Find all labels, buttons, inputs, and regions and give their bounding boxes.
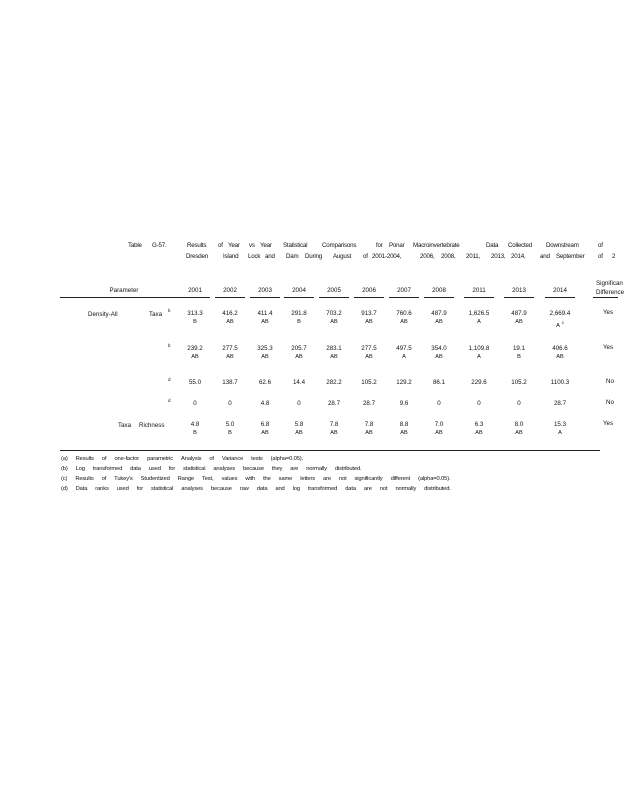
cell-group-letter: AB bbox=[556, 354, 564, 360]
footnote-word: are bbox=[290, 466, 299, 472]
footnote bbox=[61, 466, 370, 472]
column-header-year: 2005 bbox=[327, 287, 341, 294]
cell-group-letter: AB bbox=[261, 354, 269, 360]
caption-word: Collected bbox=[508, 242, 532, 249]
caption-word: 2008, bbox=[441, 253, 456, 260]
column-header-year: 2004 bbox=[292, 287, 306, 294]
cell-value: 6.8 bbox=[260, 421, 270, 428]
footnote-word: the bbox=[263, 476, 271, 482]
table-cell bbox=[396, 309, 411, 327]
cell-value: 5.8 bbox=[294, 421, 304, 428]
cell-value: 277.5 bbox=[222, 345, 238, 352]
cell-value: 487.9 bbox=[511, 310, 527, 317]
table-cell bbox=[400, 399, 409, 408]
footnote-word: because bbox=[243, 466, 264, 472]
footnote-word: for bbox=[136, 486, 144, 492]
cell-group-letter: B bbox=[193, 430, 197, 436]
header-rule-year bbox=[250, 297, 280, 298]
footnote-word: for bbox=[168, 466, 176, 472]
footnote-word: statistical bbox=[183, 466, 206, 472]
cell-group-letter: B bbox=[228, 430, 232, 436]
table-cell bbox=[477, 399, 480, 408]
column-header-parameter: Parameter bbox=[109, 287, 139, 294]
header-rule-year bbox=[354, 297, 384, 298]
sig-header-line1: Significan bbox=[596, 280, 623, 287]
footnote-word: transformed bbox=[92, 466, 123, 472]
cell-value: 0 bbox=[228, 400, 232, 407]
footnote-word: Log bbox=[75, 466, 85, 472]
table-cell bbox=[326, 378, 341, 387]
caption-word: Island bbox=[223, 253, 239, 260]
footnote-word: with bbox=[245, 476, 256, 482]
cell-value: 1100.3 bbox=[550, 379, 570, 386]
table-cell bbox=[513, 344, 525, 362]
footnote-word: normally bbox=[395, 486, 417, 492]
cell-group-letter: AB bbox=[475, 430, 483, 436]
caption-word: Dresden bbox=[186, 253, 208, 260]
caption-word: During bbox=[305, 253, 323, 260]
table-cell bbox=[400, 420, 409, 438]
cell-group-letter: AB bbox=[261, 430, 269, 436]
footnote-word: not bbox=[338, 476, 347, 482]
cell-group-letter: A bbox=[477, 319, 481, 325]
cell-value: 4.8 bbox=[260, 400, 270, 407]
caption-word: Lock bbox=[248, 253, 261, 260]
cell-group-letter: AB bbox=[400, 430, 408, 436]
footnote-word: Analysis bbox=[180, 456, 202, 462]
footnote-word: Test, bbox=[201, 476, 214, 482]
cell-group-letter: AB bbox=[330, 430, 338, 436]
column-header-year: 2014 bbox=[553, 287, 567, 294]
cell-value: 7.0 bbox=[434, 421, 444, 428]
table-cell bbox=[552, 344, 567, 362]
cell-value: 5.0 bbox=[225, 421, 235, 428]
footnote-word: Tukey's bbox=[114, 476, 133, 482]
cell-value: 1,109.8 bbox=[468, 345, 490, 352]
header-rule-year bbox=[215, 297, 245, 298]
cell-group-letter: AB bbox=[261, 319, 269, 325]
cell-group-letter: B bbox=[193, 319, 197, 325]
footnote-word: different bbox=[390, 476, 411, 482]
table-cell bbox=[328, 399, 340, 408]
row-significance: Yes bbox=[603, 309, 614, 316]
row-footnote-marker: b bbox=[168, 308, 171, 313]
cell-group-letter: AB bbox=[400, 319, 408, 325]
cell-group-letter: AB bbox=[435, 319, 443, 325]
cell-group-letter: AB bbox=[435, 354, 443, 360]
cell-value: 760.6 bbox=[396, 310, 412, 317]
cell-group-letter: AB bbox=[365, 430, 373, 436]
footnote-word: significantly bbox=[354, 476, 383, 482]
table-bottom-rule bbox=[60, 450, 600, 451]
cell-value: 0 bbox=[477, 400, 481, 407]
table-cell bbox=[330, 420, 339, 438]
cell-value: 0 bbox=[193, 400, 197, 407]
cell-value: 105.2 bbox=[511, 379, 527, 386]
table-cell bbox=[361, 309, 376, 327]
cell-group-letter: A bbox=[402, 354, 406, 360]
column-header-year: 2013 bbox=[512, 287, 526, 294]
row-significance: Yes bbox=[603, 420, 614, 427]
row-parameter-label: Taxa bbox=[149, 311, 163, 318]
column-header-year: 2002 bbox=[223, 287, 237, 294]
table-cell bbox=[295, 420, 304, 438]
table-cell bbox=[511, 378, 526, 387]
caption-word: G-57. bbox=[152, 242, 167, 249]
cell-value: 62.6 bbox=[258, 379, 272, 386]
footnote-word: values bbox=[221, 476, 238, 482]
header-rule-year bbox=[319, 297, 349, 298]
cell-value: 205.7 bbox=[291, 345, 307, 352]
caption-word: 2006, bbox=[420, 253, 435, 260]
cell-value: 239.2 bbox=[187, 345, 203, 352]
cell-value: 8.0 bbox=[514, 421, 524, 428]
table-cell bbox=[257, 309, 272, 327]
table-cell bbox=[261, 420, 270, 438]
cell-group-letter: AB bbox=[226, 319, 234, 325]
caption-word: and bbox=[265, 253, 275, 260]
footnote-word: ranks bbox=[95, 486, 109, 492]
caption-word: 2014, bbox=[511, 253, 526, 260]
caption-word: of bbox=[218, 242, 223, 249]
column-header-year: 2006 bbox=[362, 287, 376, 294]
caption-word: Results bbox=[187, 242, 207, 249]
caption-word: August bbox=[333, 253, 352, 260]
cell-value: 7.8 bbox=[364, 421, 374, 428]
table-cell bbox=[363, 399, 375, 408]
footnote-word: Range bbox=[177, 476, 194, 482]
cell-value: 913.7 bbox=[361, 310, 377, 317]
table-cell bbox=[222, 378, 237, 387]
table-cell bbox=[259, 378, 271, 387]
table-cell bbox=[517, 399, 520, 408]
table-cell bbox=[222, 309, 237, 327]
footnote-word: raw bbox=[239, 486, 249, 492]
header-rule-parameter bbox=[60, 297, 188, 298]
cell-value: 354.0 bbox=[431, 345, 447, 352]
cell-group-letter: B bbox=[517, 354, 521, 360]
footnote-word: letters bbox=[300, 476, 315, 482]
cell-value: 487.9 bbox=[431, 310, 447, 317]
cell-value: 4.8 bbox=[190, 421, 200, 428]
sig-header-line2: Difference bbox=[596, 289, 624, 296]
footnote-word: (c) bbox=[61, 476, 68, 482]
footnote-word: used bbox=[148, 466, 161, 472]
header-rule-year bbox=[180, 297, 210, 298]
footnote-word: data bbox=[130, 466, 141, 472]
caption-word: Year bbox=[228, 242, 240, 249]
footnote-word: (alpha=0.05). bbox=[418, 476, 451, 482]
column-header-year: 2007 bbox=[397, 287, 411, 294]
cell-group-letter: AB bbox=[515, 319, 523, 325]
cell-value: 7.8 bbox=[329, 421, 339, 428]
footnote-word: (alpha=0.05). bbox=[270, 456, 304, 462]
row-footnote-marker: d bbox=[168, 398, 171, 403]
row-parameter-label: Density-All bbox=[88, 311, 118, 318]
cell-value: 282.2 bbox=[326, 379, 342, 386]
footnote-word: statistical bbox=[151, 486, 174, 492]
header-rule-year bbox=[464, 297, 494, 298]
table-cell bbox=[471, 378, 486, 387]
group-footnote-marker: c bbox=[561, 320, 564, 325]
footnote-word: Data bbox=[75, 486, 88, 492]
table-cell bbox=[475, 420, 484, 438]
footnote-word: (d) bbox=[61, 486, 68, 492]
cell-value: 15.3 bbox=[553, 421, 567, 428]
footnote-word: log bbox=[292, 486, 300, 492]
footnote-word: are bbox=[363, 486, 372, 492]
table-cell bbox=[293, 378, 305, 387]
footnote-word: data bbox=[256, 486, 268, 492]
caption-word: 2013, bbox=[491, 253, 506, 260]
caption-word: September bbox=[556, 253, 585, 260]
caption-word: for bbox=[376, 242, 383, 249]
cell-value: 703.2 bbox=[326, 310, 342, 317]
cell-group-letter: A bbox=[558, 430, 562, 436]
footnote-word: data bbox=[345, 486, 356, 492]
cell-value: 291.8 bbox=[291, 310, 307, 317]
cell-value: 105.2 bbox=[361, 379, 377, 386]
table-cell bbox=[187, 344, 202, 362]
footnote-word: are bbox=[323, 476, 331, 482]
cell-value: 0 bbox=[517, 400, 521, 407]
footnote-word: of bbox=[101, 456, 107, 462]
column-header-significance bbox=[596, 279, 624, 297]
table-cell bbox=[228, 399, 231, 408]
cell-value: 416.2 bbox=[222, 310, 238, 317]
caption-word: Downstream bbox=[546, 242, 579, 249]
table-cell bbox=[297, 399, 300, 408]
table-caption bbox=[0, 242, 618, 264]
table-cell bbox=[469, 344, 490, 362]
table-cell bbox=[226, 420, 235, 438]
cell-value: 8.8 bbox=[399, 421, 409, 428]
footnote-word: analyses bbox=[213, 466, 236, 472]
table-cell bbox=[361, 344, 376, 362]
table-cell bbox=[396, 344, 411, 362]
footnote-word: analyses bbox=[181, 486, 203, 492]
footnote-word: Results bbox=[75, 476, 94, 482]
table-cell bbox=[554, 420, 566, 438]
caption-word: Statistical bbox=[283, 242, 308, 249]
cell-group-letter: AB bbox=[226, 354, 234, 360]
table-cell bbox=[431, 309, 446, 327]
table-cell bbox=[433, 378, 445, 387]
caption-word: Macroinvertebrate bbox=[413, 242, 460, 249]
caption-word: Comparisons bbox=[322, 242, 357, 249]
row-footnote-marker: d bbox=[168, 377, 171, 382]
caption-word: 2011, bbox=[466, 253, 481, 260]
footnote-word: distributed. bbox=[334, 466, 362, 472]
table-cell bbox=[469, 309, 490, 327]
cell-value: 406.6 bbox=[552, 345, 568, 352]
caption-word: Ponar bbox=[389, 242, 405, 249]
caption-word: Dam bbox=[286, 253, 299, 260]
table-cell bbox=[187, 309, 202, 327]
cell-value: 55.0 bbox=[188, 379, 202, 386]
cell-group-letter: AB bbox=[365, 319, 373, 325]
footnote-word: used bbox=[116, 486, 129, 492]
table-cell bbox=[396, 378, 411, 387]
cell-value: 411.4 bbox=[257, 310, 273, 317]
footnote-word: one-factor bbox=[114, 456, 140, 462]
footnote-word: transformed bbox=[307, 486, 338, 492]
footnote-word: same bbox=[278, 476, 293, 482]
column-header-year: 2003 bbox=[258, 287, 272, 294]
cell-value: 86.1 bbox=[432, 379, 446, 386]
caption-word: 2001-2004, bbox=[372, 253, 402, 260]
table-cell bbox=[291, 344, 306, 362]
row-footnote-marker: b bbox=[168, 343, 171, 348]
footnote-word: (b) bbox=[61, 466, 68, 472]
cell-group-letter: AB bbox=[330, 354, 338, 360]
cell-value: 313.3 bbox=[187, 310, 203, 317]
cell-value: 6.3 bbox=[474, 421, 484, 428]
table-cell bbox=[435, 420, 444, 438]
cell-group-letter: AB bbox=[330, 319, 338, 325]
footnote bbox=[61, 456, 311, 462]
cell-value: 14.4 bbox=[292, 379, 306, 386]
header-rule-year bbox=[424, 297, 454, 298]
cell-value: 497.5 bbox=[396, 345, 412, 352]
header-rule-year bbox=[545, 297, 575, 298]
caption-word: Year bbox=[260, 242, 272, 249]
table-cell bbox=[515, 420, 524, 438]
cell-group-letter: AB bbox=[365, 354, 373, 360]
row-parameter-label: Taxa bbox=[118, 422, 132, 429]
header-rule-year bbox=[504, 297, 534, 298]
footnote-word: because bbox=[210, 486, 232, 492]
table-cell bbox=[261, 399, 270, 408]
table-cell bbox=[431, 344, 446, 362]
cell-group-letter: B bbox=[297, 319, 301, 325]
row-significance: No bbox=[606, 399, 614, 406]
header-rule-year bbox=[389, 297, 419, 298]
caption-word: Data bbox=[486, 242, 499, 249]
footnote-word: distributed. bbox=[424, 486, 451, 492]
footnote-word: Results bbox=[75, 456, 94, 462]
footnote-word: of bbox=[209, 456, 214, 462]
cell-value: 1,626.5 bbox=[468, 310, 490, 317]
cell-group-letter: AB bbox=[295, 354, 303, 360]
cell-group-letter: AB bbox=[191, 354, 199, 360]
caption-word: and bbox=[540, 253, 550, 260]
row-significance: Yes bbox=[603, 344, 614, 351]
footnote-word: Variance bbox=[221, 456, 244, 462]
cell-value: 138.7 bbox=[222, 379, 238, 386]
footnote-word: and bbox=[275, 486, 285, 492]
column-header-year: 2011 bbox=[472, 287, 486, 294]
caption-word: 2 bbox=[612, 253, 616, 260]
caption-word: of bbox=[598, 253, 603, 260]
header-rule-year bbox=[284, 297, 314, 298]
caption-word: vs bbox=[249, 242, 255, 249]
row-parameter-label: Richness bbox=[139, 422, 165, 429]
footnote-word: parametric bbox=[147, 456, 173, 462]
cell-value: 283.1 bbox=[326, 345, 342, 352]
cell-value: 129.2 bbox=[396, 379, 412, 386]
footnote-word: of bbox=[101, 476, 107, 482]
table-cell bbox=[437, 399, 440, 408]
footnote-word: normally bbox=[306, 466, 327, 472]
cell-value: 277.5 bbox=[361, 345, 377, 352]
cell-value: 28.7 bbox=[362, 400, 376, 407]
cell-group-letter: AB bbox=[435, 430, 443, 436]
cell-value: 9.6 bbox=[399, 400, 409, 407]
table-cell bbox=[551, 378, 569, 387]
table-cell bbox=[189, 378, 201, 387]
footnote-word: tests bbox=[251, 456, 263, 462]
cell-group-letter: AB bbox=[295, 430, 303, 436]
table-cell bbox=[222, 344, 237, 362]
footnote bbox=[61, 476, 458, 482]
table-cell bbox=[326, 309, 341, 327]
table-cell bbox=[291, 309, 306, 327]
table-cell bbox=[191, 420, 200, 438]
table-cell bbox=[365, 420, 374, 438]
cell-group-letter: $A^c$ bbox=[556, 320, 564, 329]
column-header-year: 2008 bbox=[432, 287, 446, 294]
header-rule-significance bbox=[593, 297, 618, 298]
column-header-year: 2001 bbox=[188, 287, 202, 294]
table-cell bbox=[326, 344, 341, 362]
cell-value: 229.6 bbox=[471, 379, 487, 386]
cell-value: 0 bbox=[297, 400, 301, 407]
cell-value: 325.3 bbox=[257, 345, 273, 352]
footnote bbox=[61, 486, 459, 492]
row-significance: No bbox=[606, 378, 614, 385]
table-cell bbox=[257, 344, 272, 362]
caption-word: Table bbox=[128, 242, 142, 249]
footnote-word: Studentized bbox=[140, 476, 170, 482]
table-cell bbox=[550, 309, 571, 331]
cell-group-letter: AB bbox=[515, 430, 523, 436]
table-cell bbox=[193, 399, 196, 408]
cell-value: 28.7 bbox=[327, 400, 341, 407]
caption-word: of bbox=[363, 253, 368, 260]
footnote-word: they bbox=[271, 466, 283, 472]
table-cell bbox=[361, 378, 376, 387]
cell-group-letter: A bbox=[477, 354, 481, 360]
cell-value: 19.1 bbox=[512, 345, 526, 352]
table-cell bbox=[554, 399, 566, 408]
caption-word: of bbox=[598, 242, 603, 249]
cell-value: 0 bbox=[437, 400, 441, 407]
cell-value: 28.7 bbox=[553, 400, 567, 407]
footnote-word: (a) bbox=[61, 456, 68, 462]
cell-value: 2,669.4 bbox=[549, 310, 571, 317]
table-cell bbox=[511, 309, 526, 327]
footnote-word: not bbox=[379, 486, 388, 492]
